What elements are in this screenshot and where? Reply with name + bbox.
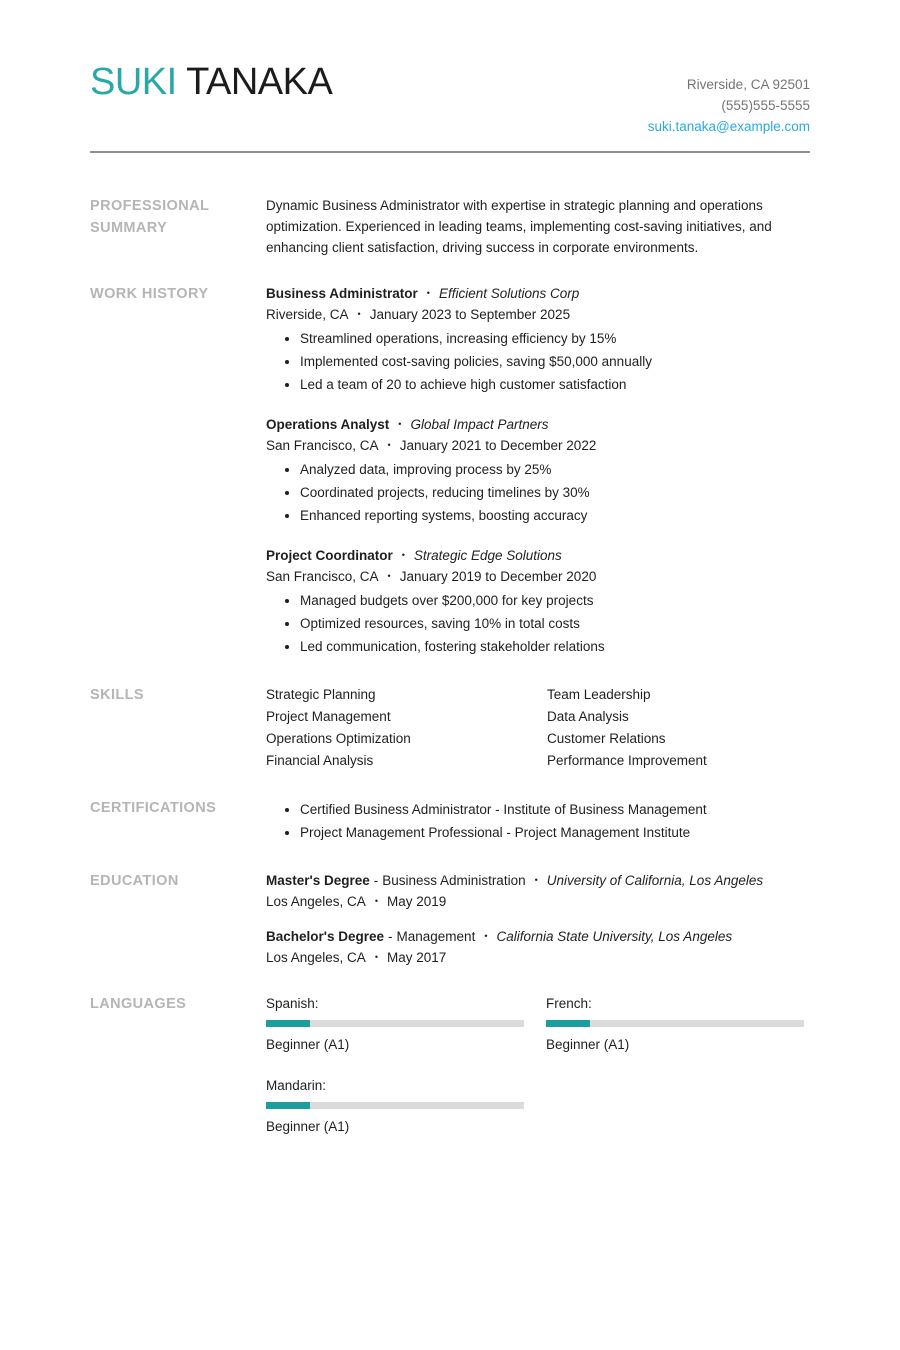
job-bullet: • Optimized resources, saving 10% in total costs: [300, 613, 810, 634]
job-dates: January 2019 to December 2020: [399, 569, 597, 584]
education-degree-line: [266, 926, 810, 947]
language-progress-bar: [266, 1020, 524, 1027]
job-title: Project Coordinator: [266, 548, 393, 563]
job-bullet: • Enhanced reporting systems, boosting accuracy: [300, 505, 810, 526]
job-bullet: • Streamlined operations, increasing efficiency by 15%: [300, 328, 810, 349]
job-bullets: [266, 328, 810, 395]
job-location: San Francisco, CA: [266, 569, 379, 584]
dot-separator: •: [426, 288, 430, 298]
dash-separator: -: [373, 873, 379, 888]
job-bullet: • Led a team of 20 to achieve high customer satisfaction: [300, 374, 810, 395]
candidate-first-name: SUKI: [90, 61, 177, 103]
job-company: Strategic Edge Solutions: [413, 548, 562, 563]
contact-email-link[interactable]: suki.tanaka@example.com: [647, 119, 810, 134]
language-progress-fill: [266, 1102, 310, 1109]
job-bullets: [266, 459, 810, 526]
education-school: University of California, Los Angeles: [546, 873, 764, 888]
skill-item: Project Management: [266, 709, 391, 724]
education-entry: [266, 870, 810, 912]
section-certifications: [90, 797, 810, 845]
job-title-line: [266, 414, 810, 435]
job-location: Riverside, CA: [266, 307, 349, 322]
skill-item: Performance Improvement: [547, 753, 707, 768]
skills-column-1: [266, 684, 547, 772]
education-content: [266, 870, 810, 968]
certification-item: • Certified Business Administrator - Institute of Business Management: [300, 799, 810, 820]
dot-separator: •: [398, 419, 402, 429]
job-company: Global Impact Partners: [410, 417, 549, 432]
education-field: Management: [396, 929, 476, 944]
job-title-line: [266, 545, 810, 566]
language-progress-bar: [546, 1020, 804, 1027]
job-entry: [266, 283, 810, 395]
section-label-certifications: CERTIFICATIONS: [90, 800, 217, 816]
dot-separator: •: [374, 896, 378, 906]
skill-item: Operations Optimization: [266, 731, 411, 746]
language-level: Beginner (A1): [266, 1037, 350, 1052]
contact-address: Riverside, CA 92501: [686, 77, 810, 92]
language-entry: [266, 1075, 524, 1137]
candidate-name: [90, 62, 332, 104]
job-meta-line: [266, 435, 810, 456]
education-date: May 2017: [386, 950, 447, 965]
job-company: Efficient Solutions Corp: [438, 286, 580, 301]
language-level: Beginner (A1): [266, 1119, 350, 1134]
education-field: Business Administration: [382, 873, 526, 888]
job-bullet: • Managed budgets over $200,000 for key projects: [300, 590, 810, 611]
section-label-work-history: WORK HISTORY: [90, 286, 209, 302]
dot-separator: •: [484, 931, 488, 941]
summary-content: [266, 195, 810, 258]
section-label-education: EDUCATION: [90, 873, 179, 889]
dot-separator: •: [387, 571, 391, 581]
skills-content: [266, 684, 810, 772]
candidate-last-name: TANAKA: [186, 61, 333, 103]
education-entry: [266, 926, 810, 968]
dot-separator: •: [387, 440, 391, 450]
skill-item: Data Analysis: [547, 709, 629, 724]
job-entry: [266, 545, 810, 657]
job-bullet: • Led communication, fostering stakeholder relations: [300, 636, 810, 657]
education-degree: Master's Degree: [266, 873, 370, 888]
section-languages: [90, 993, 810, 1137]
language-entry: [546, 993, 804, 1055]
dot-separator: •: [401, 550, 405, 560]
dash-separator: -: [388, 929, 393, 944]
language-name: Mandarin:: [266, 1078, 327, 1093]
job-entry: [266, 414, 810, 526]
skills-grid: [266, 684, 810, 772]
languages-grid: [266, 993, 810, 1137]
education-school: California State University, Los Angeles: [496, 929, 733, 944]
job-title-line: [266, 283, 810, 304]
section-label-languages: LANGUAGES: [90, 996, 187, 1012]
job-bullet: • Coordinated projects, reducing timelines by 30%: [300, 482, 810, 503]
skill-item: Financial Analysis: [266, 753, 374, 768]
dot-separator: •: [374, 952, 378, 962]
job-dates: January 2023 to September 2025: [369, 307, 571, 322]
section-label-professional-summary: PROFESSIONAL SUMMARY: [90, 198, 209, 236]
job-location: San Francisco, CA: [266, 438, 379, 453]
language-name: Spanish:: [266, 996, 319, 1011]
certifications-content: [266, 797, 810, 845]
language-level: Beginner (A1): [546, 1037, 630, 1052]
language-progress-bar: [266, 1102, 524, 1109]
language-progress-fill: [546, 1020, 590, 1027]
education-meta-line: [266, 947, 810, 968]
skills-column-2: [547, 684, 810, 772]
job-meta-line: [266, 566, 810, 587]
education-date: May 2019: [386, 894, 447, 909]
education-meta-line: [266, 891, 810, 912]
work-history-content: [266, 283, 810, 659]
section-professional-summary: [90, 195, 810, 258]
job-title: Business Administrator: [266, 286, 418, 301]
skill-item: Team Leadership: [547, 687, 651, 702]
dot-separator: •: [357, 309, 361, 319]
certification-item: • Project Management Professional - Project Management Institute: [300, 822, 810, 843]
certification-list: [266, 799, 810, 843]
section-education: [90, 870, 810, 968]
job-title: Operations Analyst: [266, 417, 390, 432]
dot-separator: •: [534, 875, 538, 885]
section-label-skills: SKILLS: [90, 687, 144, 703]
job-bullets: [266, 590, 810, 657]
languages-content: [266, 993, 810, 1137]
education-location: Los Angeles, CA: [266, 894, 366, 909]
job-bullet: • Implemented cost-saving policies, saving $50,000 annually: [300, 351, 810, 372]
language-name: French:: [546, 996, 592, 1011]
job-dates: January 2021 to December 2022: [399, 438, 597, 453]
contact-phone: (555)555-5555: [721, 98, 810, 113]
job-meta-line: [266, 304, 810, 325]
education-degree-line: [266, 870, 810, 891]
resume-body: [90, 153, 810, 1137]
skill-item: Customer Relations: [547, 731, 666, 746]
section-skills: [90, 684, 810, 772]
education-location: Los Angeles, CA: [266, 950, 366, 965]
skill-item: Strategic Planning: [266, 687, 376, 702]
language-progress-fill: [266, 1020, 310, 1027]
contact-block: [648, 74, 810, 137]
section-work-history: [90, 283, 810, 659]
job-bullet: • Analyzed data, improving process by 25%: [300, 459, 810, 480]
header: [90, 62, 810, 137]
summary-text: Dynamic Business Administrator with expertise in strategic planning and operations optimization. Experienced in leading teams, implementing cost-saving initiatives, and enhancing client satisfaction, driving success in corporate environments.: [266, 198, 772, 255]
language-entry: [266, 993, 524, 1055]
education-degree: Bachelor's Degree: [266, 929, 385, 944]
